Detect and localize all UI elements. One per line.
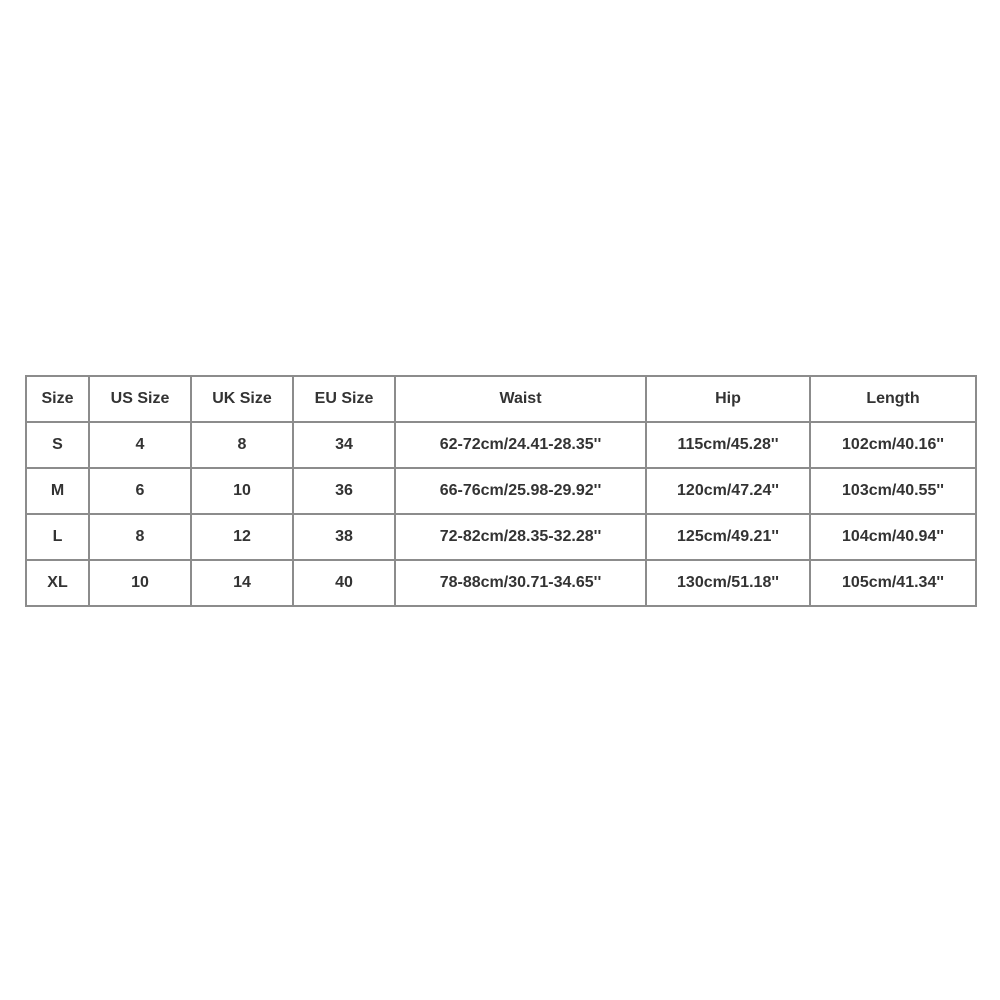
size-chart-table [25,375,977,607]
table-row [26,514,976,560]
table-row [26,560,976,606]
header-size: Size [26,376,89,422]
cell-length: 103cm/40.55'' [810,468,976,514]
header-eu-size: EU Size [293,376,395,422]
cell-us-size: 6 [89,468,191,514]
cell-hip: 120cm/47.24'' [646,468,810,514]
cell-size: M [26,468,89,514]
cell-length: 105cm/41.34'' [810,560,976,606]
header-length: Length [810,376,976,422]
header-waist: Waist [395,376,646,422]
cell-size: S [26,422,89,468]
cell-size: XL [26,560,89,606]
cell-hip: 130cm/51.18'' [646,560,810,606]
cell-waist: 62-72cm/24.41-28.35'' [395,422,646,468]
header-hip: Hip [646,376,810,422]
table-row [26,422,976,468]
cell-us-size: 8 [89,514,191,560]
cell-uk-size: 8 [191,422,293,468]
cell-waist: 72-82cm/28.35-32.28'' [395,514,646,560]
cell-length: 104cm/40.94'' [810,514,976,560]
cell-us-size: 10 [89,560,191,606]
header-us-size: US Size [89,376,191,422]
cell-hip: 125cm/49.21'' [646,514,810,560]
cell-eu-size: 34 [293,422,395,468]
table-header-row [26,376,976,422]
cell-uk-size: 14 [191,560,293,606]
cell-length: 102cm/40.16'' [810,422,976,468]
table-row [26,468,976,514]
cell-size: L [26,514,89,560]
cell-eu-size: 38 [293,514,395,560]
cell-us-size: 4 [89,422,191,468]
cell-waist: 66-76cm/25.98-29.92'' [395,468,646,514]
cell-uk-size: 10 [191,468,293,514]
cell-uk-size: 12 [191,514,293,560]
cell-hip: 115cm/45.28'' [646,422,810,468]
header-uk-size: UK Size [191,376,293,422]
cell-eu-size: 40 [293,560,395,606]
cell-eu-size: 36 [293,468,395,514]
cell-waist: 78-88cm/30.71-34.65'' [395,560,646,606]
